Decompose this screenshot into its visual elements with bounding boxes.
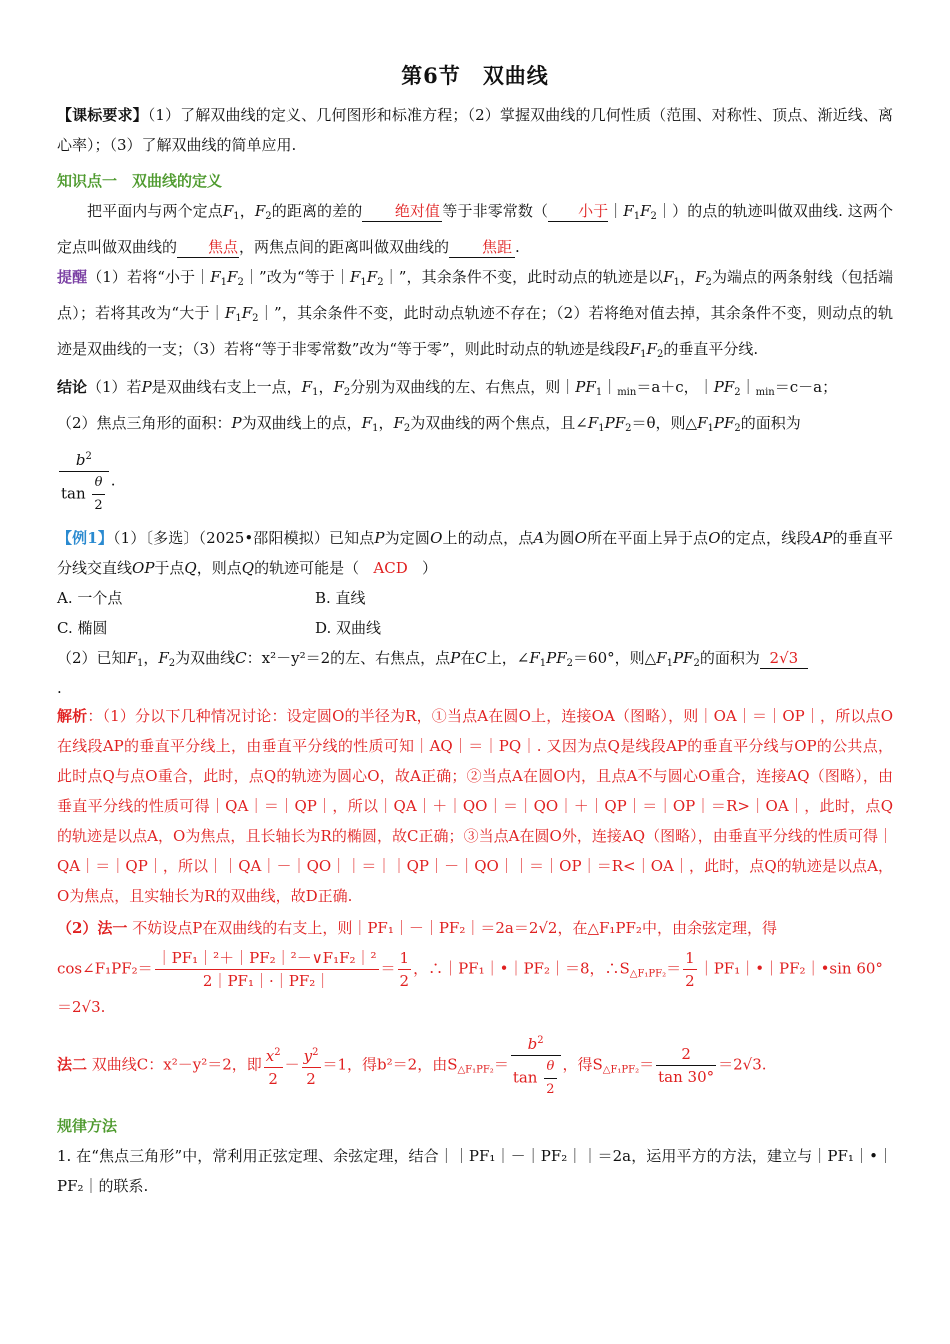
page-title [57,60,893,90]
q-text: 为圆 [544,529,575,547]
area-formula: $b^2$ tan $\frac{\theta}{2}$ . [57,446,893,517]
eq-text: ＝ [666,959,682,978]
example-question-2: （2）已知$F_1$，$F_2$为双曲线C：x²－y²＝2的左、右焦点，点P在C上，$\angle F_1PF_2=60^\circ$，则$\triangle F_1PF_2$的面积为 2√3 [57,643,893,679]
conclusion-text: （2）焦点三角形的面积： [57,414,232,432]
frac-num: 1 [683,947,697,970]
method-two-label: 法二 [57,1055,88,1074]
method-heading: 规律方法 [57,1117,118,1135]
answer-2: 2√3 [760,648,808,669]
example-question-1: 【例1】（1）〔多选〕（2025•邵阳模拟）已知点P为定圆O上的动点，点A为圆O所在平面上异于点O的定点，线段AP的垂直平分线交直线OP于点Q，则点Q的轨迹可能是（ ACD ） [57,529,893,577]
q-text: 为定圆 [384,529,431,547]
solution-text: 双曲线C：x²－y²＝2，即 [91,1055,262,1074]
triangle-subscript: △F₁PF₂ [602,1064,640,1076]
conclusion-text: ｜ [602,378,618,396]
conclusion-text: 是双曲线右支上一点， [151,378,302,396]
conclusion-text: ＝a＋c，｜ [636,378,714,396]
eq-text: ＝ [380,959,396,978]
q-text: ＝60°，则△ [573,649,657,667]
tip-label: 提醒 [57,268,88,286]
frac-den: 2 [399,972,410,990]
def-text: 把平面内与两个定点 [87,202,223,220]
solution-text: ，得S [562,1055,603,1074]
half-fraction-2 [683,947,697,992]
standards-paragraph [57,100,893,160]
def-text: 等于非零常数（ [442,202,549,220]
document-page [57,58,893,1201]
q-text: （2）已知 [57,649,127,667]
q-text: ：x²－y²＝2的左、右焦点，点 [246,649,451,667]
q-text: ，则点 [196,559,242,577]
q-text: （1）〔多选〕（2025•邵阳模拟）已知点 [113,529,375,547]
options-row-2 [57,613,893,643]
solution-part-1 [57,701,893,911]
def-text: 的距离的差的 [271,202,363,220]
cos-numerator: ｜PF₁｜²＋｜PF₂｜²－∨F₁F₂｜² [155,947,379,970]
blank-focus: 焦点 [177,237,239,258]
standards-text: （1）了解双曲线的定义、几何图形和标准方程；（2）掌握双曲线的几何性质（范围、对称性、顶点、渐近线、离心率）；（3）了解双曲线的简单应用. [57,106,893,154]
area-fraction-2: $b^2$ tan $\frac{\theta}{2}$ [511,1030,561,1101]
conclusion-text: 为双曲线上的点， [241,414,362,432]
blank-less-than: 小于 [548,201,608,222]
q-text: ） [422,559,438,577]
tan30-fraction: $\frac{2}{\tan 30^\circ}$ [658,1045,715,1086]
example-label: 【例1】 [57,529,113,547]
solution-text: ｜PF₁｜•｜PF₂｜•sin 60°＝2√3. [57,959,883,1016]
solution-text: ＝2√3. [718,1055,767,1074]
x-squared-fraction: $\frac{x^2}{2}$ [264,1042,283,1090]
method-one-label: （2）法一 [57,919,128,937]
option-c: C. 椭圆 [57,619,108,637]
conclusion-text: （1）若 [87,378,142,396]
blank-absolute-value: 绝对值 [362,201,442,222]
option-a: A. 一个点 [57,589,123,607]
frac-den: 2 [685,972,695,990]
conclusion-text: ＝c－a； [774,378,838,396]
q-text: 在 [460,649,476,667]
def-text: ，两焦点间的距离叫做双曲线的 [239,238,450,256]
triangle-subscript: △F₁PF₂ [629,968,667,980]
conclusion-text: 为双曲线的两个焦点，且∠ [410,414,588,432]
q-text: 所在平面上异于点 [586,529,709,547]
eq-text: ＝ [639,1055,655,1074]
period-line: . [57,679,62,697]
kp1-heading: 知识点一 双曲线的定义 [57,172,223,190]
tip-text: 的垂直平分线. [663,340,759,358]
conclusion-text: ＝θ，则△ [631,414,698,432]
method-text: 1. 在“焦点三角形”中，常利用正弦定理、余弦定理，结合｜｜PF₁｜－｜PF₂｜｜＝2a，运用平方的方法，建立与｜PF₁｜•｜PF₂｜的联系. [57,1147,893,1195]
kp1-definition: 把平面内与两个定点$F_1$，$F_2$的距离的差的 绝对值 等于非零常数（ 小于$|F_1F_2|$）的点的轨迹叫做双曲线. 这两个定点叫做双曲线的 焦点，两焦点间的距离叫做双曲线的 焦距 . [57,202,893,256]
frac-num: 1 [398,947,412,970]
q-text: 的定点，线段 [720,529,812,547]
options-row-1 [57,583,893,613]
tip-text: ｜”，其余条件不变，此时动点的轨迹是以 [383,268,664,286]
option-b: B. 直线 [315,589,366,607]
q-text: 上的动点，点 [442,529,534,547]
q-text: 于点 [154,559,185,577]
cosine-fraction [155,947,379,992]
triangle-subscript: △F₁PF₂ [457,1064,494,1076]
solution-label: 解析 [57,707,88,725]
q-text: 的垂直平分线交直线 [57,529,893,577]
q-text: 为双曲线 [175,649,236,667]
q-text: 的轨迹可能是（ [254,559,360,577]
option-d: D. 双曲线 [315,619,382,637]
solution-method-1 [57,913,893,943]
y-squared-fraction: $\frac{y^2}{2}$ [302,1042,321,1090]
cos-denominator: 2｜PF₁｜·｜PF₂｜ [202,972,331,990]
tip-text: （1）若将“小于｜ [87,268,211,286]
cos-text: cos∠F₁PF₂＝ [57,959,153,978]
solution-text: ，∴｜PF₁｜•｜PF₂｜＝8，∴S [413,959,630,978]
standards-label: 【课标要求】 [57,106,148,124]
tip-text: ｜”改为“等于｜ [243,268,350,286]
conclusion-text: 分别为双曲线的左、右焦点，则｜ [350,378,576,396]
conclusion-text: 的面积为 [740,414,801,432]
tip-text: 为端点的两条射线（包括端点）；若将其改为“大于｜ [57,268,893,322]
q-text: 上，∠ [486,649,530,667]
section-number: 第6节 [401,63,461,88]
tip-paragraph: 提醒（1）若将“小于$|F_1F_2|$”改为“等于$|F_1F_2|$”，其余条件不变，此时动点的轨迹是以$F_1$，$F_2$为端点的两条射线（包括端点）；若将其改为“大于$|F_1F_2|$”，其余条件不变，此时动点轨迹不存在；（2）若将绝对值去掉，其余条件不变，则动点的轨迹是双曲线的一支；（3）若将“等于非零常数”改为“等于零”，则此时动点的轨迹是线段$F_1F_2$的垂直平分线. [57,268,894,360]
half-fraction [398,947,412,992]
tip-text: ｜”，其余条件不变，此时动点轨迹不存在；（2）若将绝对值去掉，其余条件不变，则动点的轨迹是双曲线的一支；（3）若将“等于非零常数”改为“等于零”，则此时动点的轨迹是线段 [57,304,894,358]
solution-text: ＝1，得b²＝2，由S [322,1055,458,1074]
area-fraction: $b^2$ tan $\frac{\theta}{2}$ [59,446,109,517]
solution-text: 不妨设点P在双曲线的右支上，则｜PF₁｜－｜PF₂｜＝2a＝2√2，在△F₁PF₂中，由余弦定理，得 [132,919,777,937]
solution-method-2: 法二 双曲线C：x²－y²＝2，即 $\frac{x^2}{2}$ － $\frac{y^2}{2}$ ＝1，得b²＝2，由$S_{\triangle F_1PF_2}=$ $b^2$ tan $\frac{\theta}{2}$ ，得$S_{\triangle F_1PF_2}=$ $\frac{2}{\tan 30^\circ}$ ＝2√3. [57,1030,893,1101]
eq-text: ＝ [493,1055,509,1074]
conclusion-paragraph-2: （2）焦点三角形的面积：P为双曲线上的点，$F_1$，$F_2$为双曲线的两个焦点，且$\angle F_1PF_2=\theta$，则$\triangle F_1PF_2$的面积为 [57,414,801,434]
q-text: 的面积为 [699,649,760,667]
section-title: 双曲线 [482,63,549,88]
conclusion-paragraph-1: 结论（1）若P是双曲线右支上一点，$F_1$，$F_2$分别为双曲线的左、右焦点，则$|PF_1|_{min}=a+c$，$|PF_2|_{min}=c-a$； [57,378,838,398]
def-text: ）的点的轨迹叫做双曲线. 这两个定点叫做双曲线的 [57,202,893,256]
blank-focal-distance: 焦距 [449,237,515,258]
cosine-equation [57,947,893,1022]
def-text: . [515,238,520,256]
answer-1: ACD [373,559,408,577]
conclusion-label: 结论 [57,378,88,396]
solution-text: ：（1）分以下几种情况讨论：设定圆O的半径为R，①当点A在圆O上，连接OA（图略），则｜OA｜＝｜OP｜，所以点O在线段AP的垂直平分线上，由垂直平分线的性质可知｜AQ｜＝｜PQ｜. 又因为点Q是线段AP的垂直平分线与OP的公共点，此时点Q与点O重合，此时，点Q的轨迹为圆心O，故A正确；②当点A在圆O内，且点A不与圆心O重合，连接AQ（图略），由垂直平分线的性质可得｜QA｜＝｜QP｜，所以｜QA｜＋｜QO｜＝｜QO｜＋｜QP｜＝｜OP｜＝R>｜OA｜，此时，点Q的轨迹是以点A，O为焦点，且长轴长为R的椭圆，故C正确；③当点A在圆O外，连接AQ（图略），由垂直平分线的性质可得｜QA｜＝｜QP｜，所以｜｜QA｜－｜QO｜｜＝｜｜QP｜－｜QO｜｜＝｜OP｜＝R<｜OA｜，此时，点Q的轨迹是以点A，O为焦点，且实轴长为R的双曲线，故D正确. [57,707,893,905]
